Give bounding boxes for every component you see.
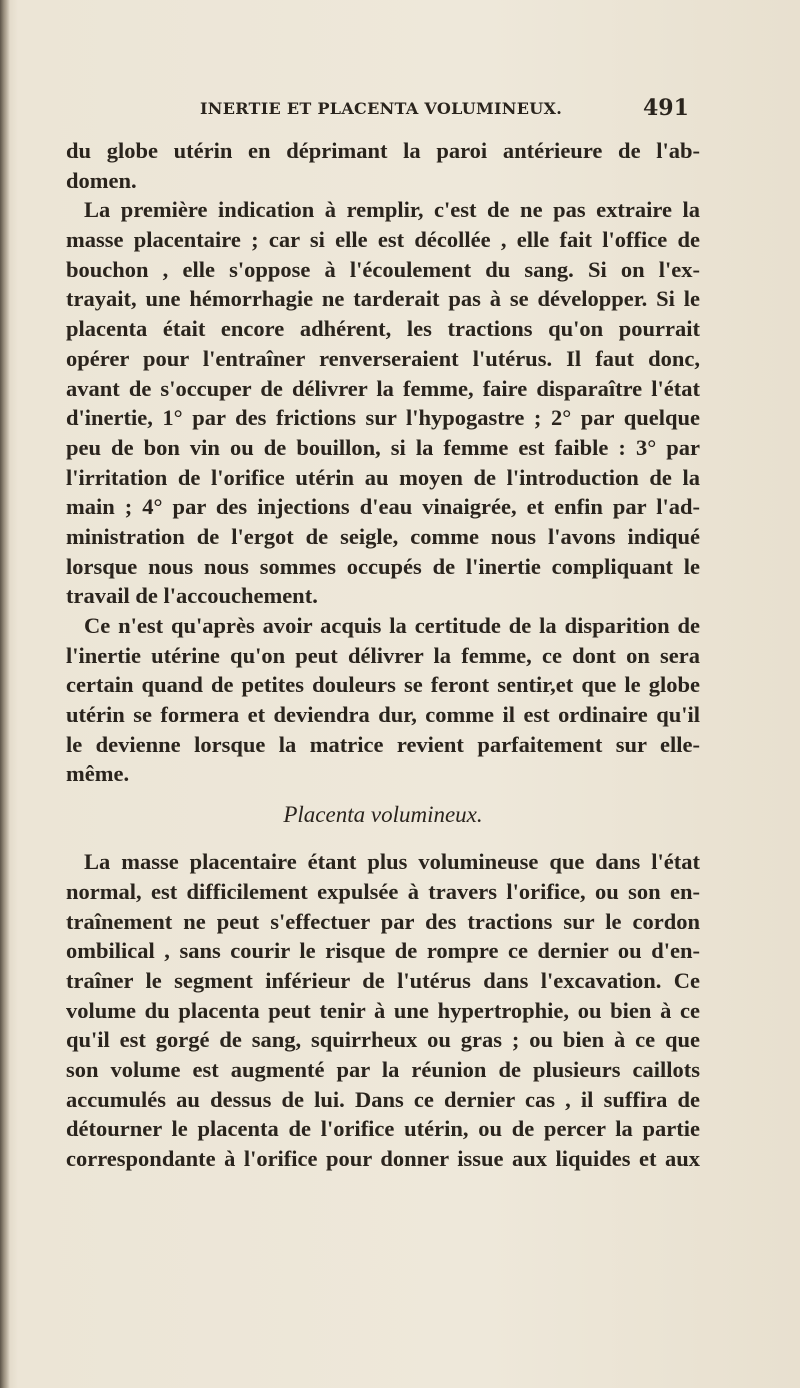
- text-line: même.: [66, 761, 130, 787]
- text-line: placenta était encore adhérent, les tractions qu'on pourrait: [66, 316, 700, 342]
- text-line: La première indication à remplir, c'est de ne pas extraire la: [84, 197, 700, 223]
- text-line: domen.: [66, 167, 137, 193]
- text-line: qu'il est gorgé de sang, squirrheux ou gras ; ou bien à ce que: [66, 1027, 700, 1053]
- page-number: 491: [643, 95, 689, 121]
- text-line: utérin se formera et deviendra dur, comme il est ordinaire qu'il: [66, 702, 700, 728]
- text-line: son volume est augmenté par la réunion de plusieurs caillots: [66, 1056, 700, 1082]
- text-line: peu de bon vin ou de bouillon, si la femme est faible : 3° par: [66, 434, 700, 460]
- text-line: avant de s'occuper de délivrer la femme, faire disparaître l'état: [66, 375, 700, 401]
- text-line: volume du placenta peut tenir à une hypertrophie, ou bien à ce: [66, 997, 700, 1023]
- text-line: bouchon , elle s'oppose à l'écoulement du sang. Si on l'ex-: [66, 256, 700, 282]
- page-binding-edge: [0, 0, 10, 1388]
- text-line: certain quand de petites douleurs se feront sentir,et que le globe: [66, 672, 700, 698]
- body-text: [66, 136, 700, 1174]
- text-line: Ce n'est qu'après avoir acquis la certitude de la disparition de: [84, 613, 700, 638]
- text-line: main ; 4° par des injections d'eau vinaigrée, et enfin par l'ad-: [66, 494, 700, 520]
- text-line: correspondante à l'orifice pour donner issue aux liquides et aux: [66, 1146, 700, 1171]
- text-line: lorsque nous nous sommes occupés de l'inertie compliquant le: [66, 553, 700, 579]
- text-line: détourner le placenta de l'orifice utérin, ou de percer la partie: [66, 1116, 700, 1142]
- text-line: ministration de l'ergot de seigle, comme nous l'avons indiqué: [66, 523, 700, 549]
- text-line: le devienne lorsque la matrice revient parfaitement sur elle-: [66, 731, 700, 757]
- text-line: l'inertie utérine qu'on peut délivrer la femme, ce dont on sera: [66, 642, 700, 668]
- text-line: ombilical , sans courir le risque de rompre ce dernier ou d'en-: [66, 938, 700, 964]
- text-line: trayait, une hémorrhagie ne tarderait pas à se développer. Si le: [66, 286, 700, 312]
- page-header: [0, 95, 800, 129]
- text-line: opérer pour l'entraîner renverseraient l'utérus. Il faut donc,: [66, 345, 700, 371]
- text-line: traîner le segment inférieur de l'utérus dans l'excavation. Ce: [66, 967, 700, 993]
- text-line: l'irritation de l'orifice utérin au moyen de l'introduction de la: [66, 464, 700, 490]
- text-line: accumulés au dessus de lui. Dans ce dernier cas , il suffira de: [66, 1086, 700, 1112]
- text-line: d'inertie, 1° par des frictions sur l'hypogastre ; 2° par quelque: [66, 405, 700, 431]
- section-title: Placenta volumineux.: [283, 802, 483, 828]
- text-line: normal, est difficilement expulsée à travers l'orifice, ou son en-: [66, 878, 700, 904]
- running-title: INERTIE ET PLACENTA VOLUMINEUX.: [200, 99, 563, 118]
- text-line: La masse placentaire étant plus volumineuse que dans l'état: [84, 849, 700, 875]
- text-line: du globe utérin en déprimant la paroi antérieure de l'ab-: [66, 138, 700, 163]
- text-line: travail de l'accouchement.: [66, 583, 318, 609]
- text-line: traînement ne peut s'effectuer par des tractions sur le cordon: [66, 908, 700, 934]
- text-line: masse placentaire ; car si elle est décollée , elle fait l'office de: [66, 227, 700, 253]
